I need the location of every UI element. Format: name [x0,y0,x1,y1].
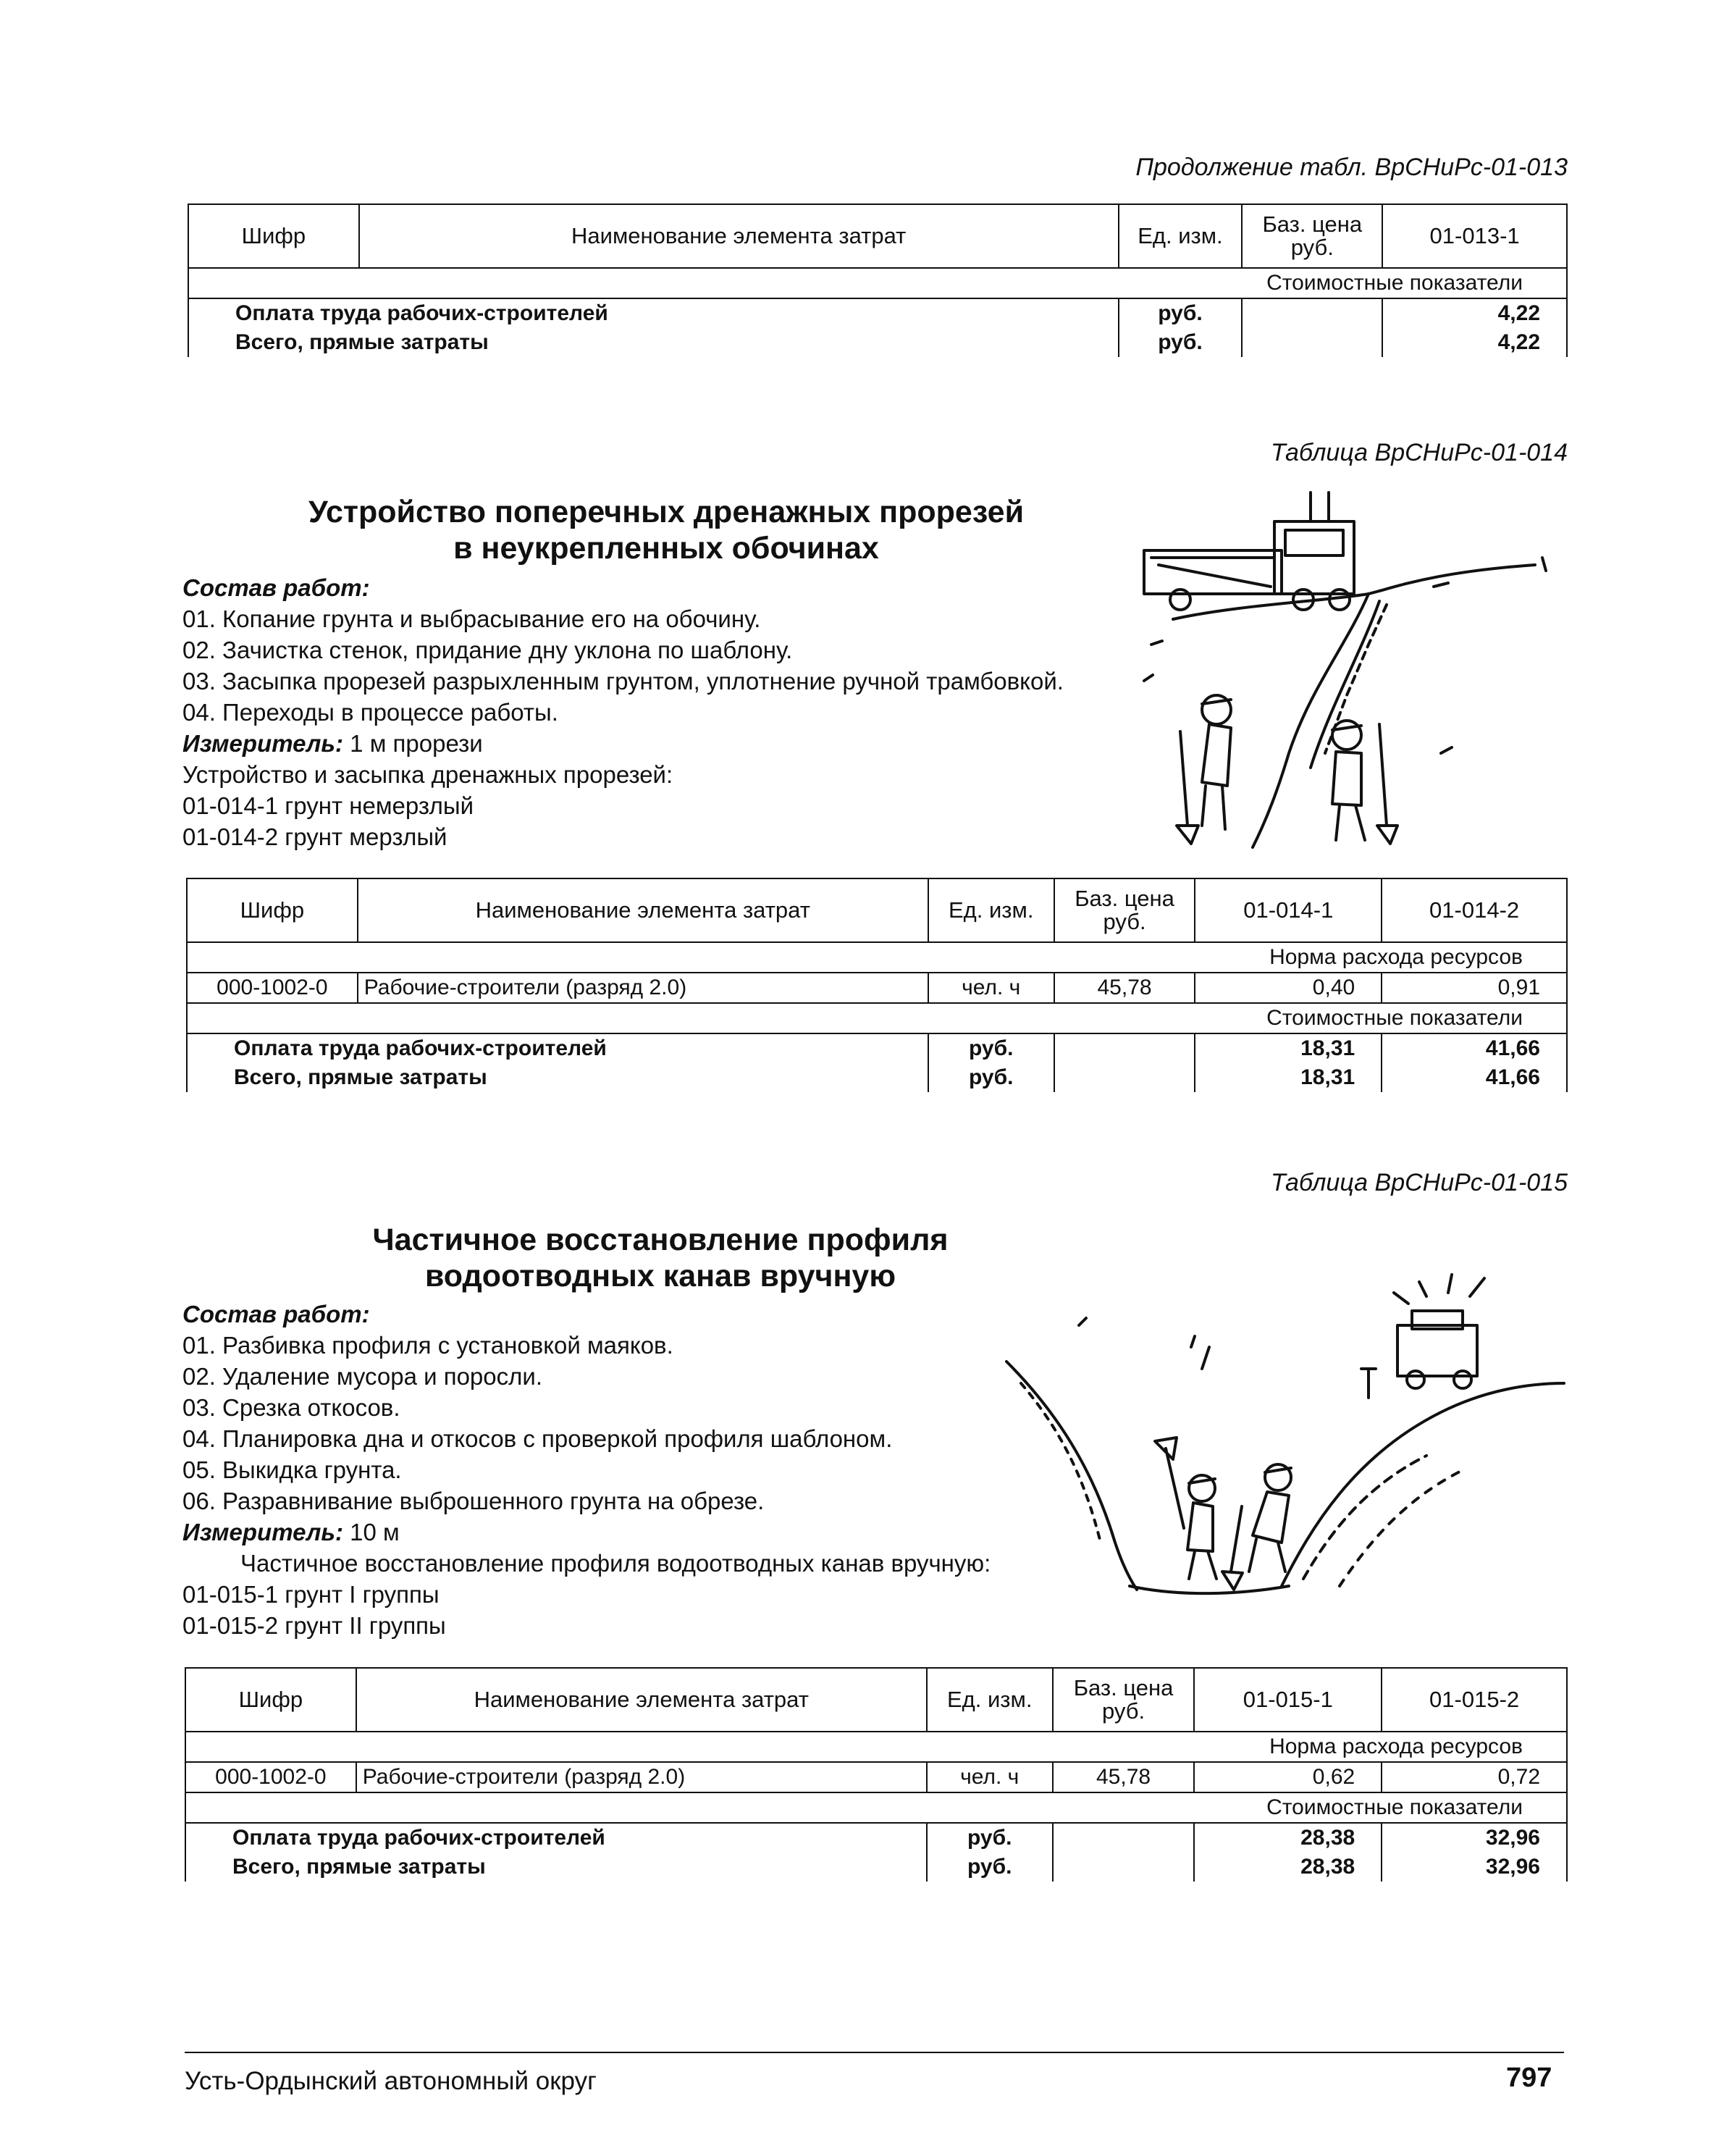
row-name: Оплата труда рабочих-строителей [187,1033,928,1063]
page-number: 797 [1506,2063,1552,2093]
measure: Измеритель: 1 м прорези [182,730,483,757]
header-name: Наименование элемента затрат [359,204,1119,268]
table-row: Оплата труда рабочих-строителей руб. 28,38 32,96 [185,1823,1567,1853]
workers-trench-illustration [1130,478,1564,855]
resource-name: Рабочие-строители (разряд 2.0) [356,1762,927,1792]
header-col2: 01-015-2 [1382,1668,1567,1732]
work-item: 06. Разравнивание выброшенного грунта на обрезе. [182,1488,765,1514]
footer-region: Усть-Ордынский автономный округ [185,2067,597,2095]
section-norm: Норма расхода ресурсов [187,942,1567,973]
cost-table-01-013 [188,204,1568,357]
header-col1: 01-015-1 [1194,1668,1382,1732]
header-name: Наименование элемента затрат [358,878,928,942]
table-row: Оплата труда рабочих-строителей руб. 18,31 41,66 [187,1033,1567,1063]
works-label: Состав работ: [182,1301,370,1327]
variants-intro: Частичное восстановление профиля водоотводных канав вручную: [240,1550,991,1577]
header-unit: Ед. изм. [1119,204,1243,268]
header-col1: 01-013-1 [1382,204,1567,268]
work-item: 02. Удаление мусора и поросли. [182,1363,542,1390]
table-row: Всего, прямые затраты руб. 4,22 [188,328,1567,357]
variant-item: 01-015-2 грунт II группы [182,1612,446,1639]
section-cost: Стоимостные показатели [187,1003,1567,1033]
work-item: 01. Копание грунта и выбрасывание его на обочину. [182,605,761,632]
table-caption: Продолжение табл. ВрСНиРс-01-013 [1135,154,1568,181]
table-row: Всего, прямые затраты руб. 18,31 41,66 [187,1063,1567,1092]
header-price: Баз. цена руб. [1054,878,1195,942]
header-price: Баз. цена руб. [1242,204,1382,268]
resource-code: 000-1002-0 [187,973,358,1003]
header-code: Шифр [185,1668,356,1732]
header-code: Шифр [188,204,359,268]
header-unit: Ед. изм. [928,878,1054,942]
header-unit: Ед. изм. [927,1668,1053,1732]
section-norm: Норма расхода ресурсов [185,1732,1567,1762]
table-caption: Таблица ВрСНиРс-01-014 [1270,439,1568,466]
section-cost: Стоимостные показатели [185,1792,1567,1823]
section-title: Частичное восстановление профиля водоотводных канав вручную [372,1222,949,1293]
header-col2: 01-014-2 [1382,878,1567,942]
resource-code: 000-1002-0 [185,1762,356,1792]
table-row: Всего, прямые затраты руб. 28,38 32,96 [185,1853,1567,1882]
workers-ditch-illustration [992,1267,1571,1608]
header-name: Наименование элемента затрат [356,1668,927,1732]
measure: Измеритель: 10 м [182,1519,400,1545]
resource-name: Рабочие-строители (разряд 2.0) [358,973,928,1003]
cost-table-01-014 [186,878,1568,1092]
work-item: 04. Планировка дна и откосов с проверкой профиля шаблоном. [182,1425,893,1452]
variants-intro: Устройство и засыпка дренажных прорезей: [182,761,673,788]
work-item: 03. Засыпка прорезей разрыхленным грунтом, уплотнение ручной трамбовкой. [182,668,1064,695]
variant-item: 01-014-2 грунт мерзлый [182,823,447,850]
work-description [182,1299,1124,1641]
row-name: Всего, прямые затраты [188,328,1119,357]
row-name: Всего, прямые затраты [187,1063,928,1092]
footer-rule [185,2052,1564,2053]
header-code: Шифр [187,878,358,942]
work-item: 01. Разбивка профиля с установкой маяков. [182,1332,673,1359]
header-col1: 01-014-1 [1195,878,1382,942]
row-name: Всего, прямые затраты [185,1853,927,1882]
work-item: 04. Переходы в процессе работы. [182,699,558,726]
section-title: Устройство поперечных дренажных прорезей в неукрепленных обочинах [308,495,1025,566]
variant-item: 01-015-1 грунт I группы [182,1581,440,1608]
table-caption: Таблица ВрСНиРс-01-015 [1270,1169,1568,1196]
works-label: Состав работ: [182,574,370,601]
row-name: Оплата труда рабочих-строителей [185,1823,927,1853]
work-item: 05. Выкидка грунта. [182,1456,402,1483]
section-cost: Стоимостные показатели [188,268,1567,298]
table-row: 000-1002-0 Рабочие-строители (разряд 2.0) чел. ч 45,78 0,62 0,72 [185,1762,1567,1792]
header-price: Баз. цена руб. [1053,1668,1195,1732]
work-description [182,572,1182,852]
work-item: 03. Срезка откосов. [182,1394,400,1421]
table-row: 000-1002-0 Рабочие-строители (разряд 2.0) чел. ч 45,78 0,40 0,91 [187,973,1567,1003]
row-name: Оплата труда рабочих-строителей [188,298,1119,328]
table-row: Оплата труда рабочих-строителей руб. 4,22 [188,298,1567,328]
cost-table-01-015 [185,1667,1568,1882]
variant-item: 01-014-1 грунт немерзлый [182,792,474,819]
work-item: 02. Зачистка стенок, придание дну уклона по шаблону. [182,637,793,663]
